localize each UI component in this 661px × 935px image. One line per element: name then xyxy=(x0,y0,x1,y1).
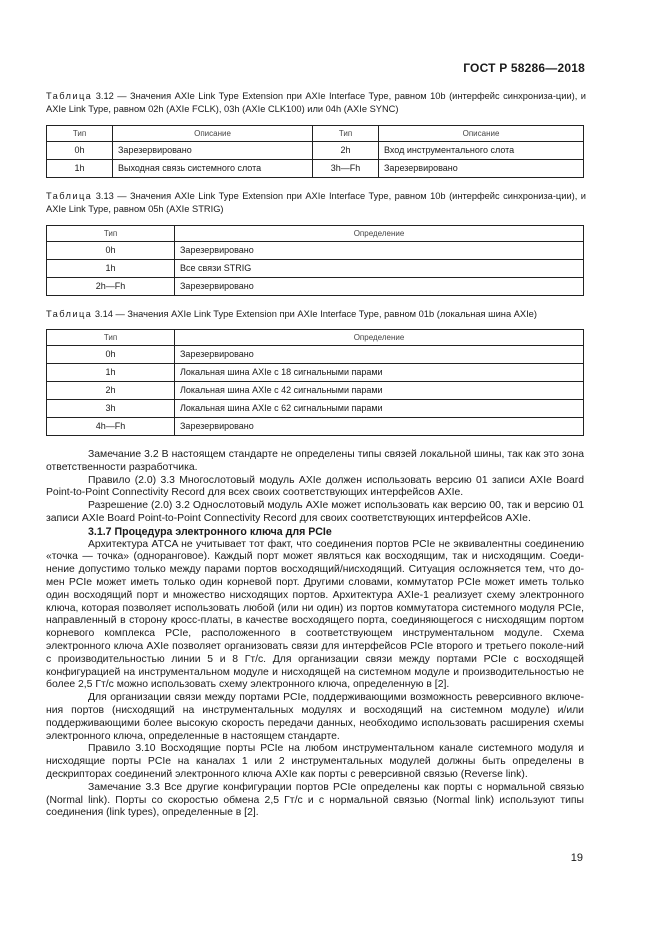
section-heading: 3.1.7 Процедура электронного ключа для PCIe xyxy=(88,525,332,538)
page-number: 19 xyxy=(570,852,583,864)
rule-3-10: Правило 3.10 Восходящие порты PCIe на любом инструментальном канале системного модуля и нисходящие порты PCIe на каналах 1 или 2 инструментальных модулей должны быть определены в дескрипторах соединений электронного ключа AXIe как порты с реверсивной связью (Reverse link). xyxy=(46,743,584,780)
note-3-3: Замечание 3.3 Все другие конфигурации портов PCIe определены как порты с нормальной связью (Normal link). Порты со скоростью обмена 2,5 Гт/с и с нормальной связью (Normal link) используют типы соединения (link types), определенные в [2]. xyxy=(46,781,584,819)
table-header-row xyxy=(47,226,584,242)
column-header: Определение xyxy=(175,226,584,242)
description-cell: Зарезервировано xyxy=(379,160,584,178)
definition-cell: Локальная шина AXIe с 42 сигнальными парами xyxy=(175,382,584,400)
table-row xyxy=(47,418,584,436)
column-header: Тип xyxy=(47,330,175,346)
rule-3-3: Правило (2.0) 3.3 Многослотовый модуль AXIe должен использовать версию 01 записи AXIe Board Point-to-Point Connectivity Record для всех своих соответствующих интерфейсов AXIe. xyxy=(46,474,584,499)
caption-label: Таблица xyxy=(46,309,93,319)
column-header: Тип xyxy=(313,126,379,142)
description-cell: Вход инструментального слота xyxy=(379,142,584,160)
type-cell: 2h—Fh xyxy=(47,278,175,296)
definition-cell: Локальная шина AXIe с 18 сигнальными парами xyxy=(175,364,584,382)
paragraph: Архитектура ATCA не учитывает тот факт, что соединения портов PCIe не эквивалентны соединению «точка — точка» (одноранговое). Каждый порт может являться как восходящим, так и нисходящим. Соеди-нение допустимо только между парами портов восходящий/нисходящий. Ситуация осложняется тем, что до-мен PCIe может иметь только один корневой порт. Другими словами, коммутатор PCIe может иметь только один восходящий порт и множество нисходящих портов. Архитектура AXIe-1 реализует схему электронного ключа, которая позволяет использовать любой (или ни один) из портов коммутатора системного модуля PCIe, направленный в сторону кросс-платы, в качестве восходящего порта, соединяющегося с нисходящим портом корневого комплекса PCIe, расположенного в соответствующем инструментальном модуле. Схема электронного ключа AXIe позволяет организовать связи для интерфейсов PCIe второго и третьего поколе-ний с производительностью линии 5 и 8 Гт/с. Для организации связи между портами PCIe с восходящей конфигурацией на инструментальном модуле и нисходящей на системном модуле и производительностью не более 2,5 Гт/с можно использовать схему электронного ключа, определенную в [2]. xyxy=(46,538,584,691)
column-header: Тип xyxy=(47,126,113,142)
table-3-14-caption xyxy=(46,308,586,321)
table-row xyxy=(47,382,584,400)
table-row xyxy=(47,260,584,278)
caption-text: 3.12 — Значения AXIe Link Type Extension при AXIe Interface Type, равном 10b (интерфейс синхрониза-ции), и AXIe Link Type, равном 02h (AXIe FCLK), 03h (AXIe CLK100) или 04h (AXIe SYNC) xyxy=(46,91,586,114)
type-cell: 3h xyxy=(47,400,175,418)
type-cell: 2h xyxy=(313,142,379,160)
definition-cell: Все связи STRIG xyxy=(175,260,584,278)
column-header: Описание xyxy=(379,126,584,142)
table-3-12 xyxy=(46,125,584,178)
type-cell: 2h xyxy=(47,382,175,400)
table-row xyxy=(47,278,584,296)
type-cell: 1h xyxy=(47,260,175,278)
table-row xyxy=(47,160,584,178)
caption-label: Таблица xyxy=(46,91,93,101)
table-row xyxy=(47,142,584,160)
type-cell: 0h xyxy=(47,142,113,160)
permission-3-2: Разрешение (2.0) 3.2 Однослотовый модуль AXIe может использовать как версию 00, так и версию 01 записи AXIe Board Point-to-Point Connectivity Record для своих соответствующих интерфейсов AXIe. xyxy=(46,500,584,524)
table-row xyxy=(47,242,584,260)
table-3-14 xyxy=(46,329,584,436)
column-header: Тип xyxy=(47,226,175,242)
type-cell: 0h xyxy=(47,242,175,260)
type-cell: 1h xyxy=(47,160,113,178)
definition-cell: Зарезервировано xyxy=(175,346,584,364)
column-header: Определение xyxy=(175,330,584,346)
paragraph: Для организации связи между портами PCIe, поддерживающими возможность реверсивного включе-ния портов (нисходящий на инструментальных модулях и восходящий на системном модуле) и/или поддерживающими более высокую скорость передачи данных, необходимо использовать расширения схемы электронного ключа, определенные в настоящем стандарте. xyxy=(46,692,584,742)
table-row xyxy=(47,400,584,418)
caption-text: 3.13 — Значения AXIe Link Type Extension при AXIe Interface Type, равном 10b (интерфейс синхрониза-ции), и AXIe Link Type, равном 05h (AXIe STRIG) xyxy=(46,191,586,214)
table-row xyxy=(47,364,584,382)
table-row xyxy=(47,346,584,364)
type-cell: 0h xyxy=(47,346,175,364)
caption-text: 3.14 — Значения AXIe Link Type Extension при AXIe Interface Type, равном 01b (локальная шина AXIe) xyxy=(94,309,537,319)
table-3-12-caption xyxy=(46,90,586,115)
type-cell: 1h xyxy=(47,364,175,382)
column-header: Описание xyxy=(113,126,313,142)
definition-cell: Зарезервировано xyxy=(175,278,584,296)
caption-label: Таблица xyxy=(46,191,93,201)
definition-cell: Локальная шина AXIe с 62 сигнальными парами xyxy=(175,400,584,418)
description-cell: Выходная связь системного слота xyxy=(113,160,313,178)
type-cell: 3h—Fh xyxy=(313,160,379,178)
table-header-row xyxy=(47,330,584,346)
note-3-2: Замечание 3.2 В настоящем стандарте не определены типы связей локальной шины, так как это зона ответственности разработчика. xyxy=(46,449,584,473)
table-3-13 xyxy=(46,225,584,296)
type-cell: 4h—Fh xyxy=(47,418,175,436)
body-text xyxy=(46,449,584,820)
definition-cell: Зарезервировано xyxy=(175,418,584,436)
table-3-13-caption xyxy=(46,190,586,215)
description-cell: Зарезервировано xyxy=(113,142,313,160)
table-header-row xyxy=(47,126,584,142)
document-id: ГОСТ Р 58286—2018 xyxy=(463,61,585,75)
definition-cell: Зарезервировано xyxy=(175,242,584,260)
